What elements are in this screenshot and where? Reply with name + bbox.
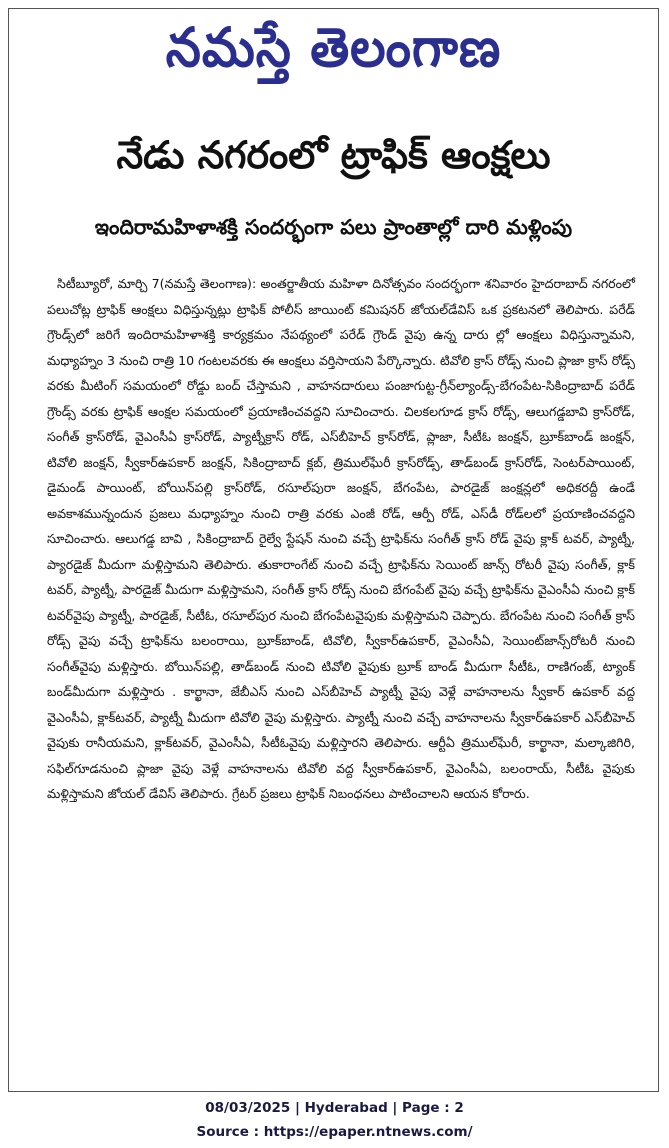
article-headline: నేడు నగరంలో ట్రాఫిక్ ఆంక్షలు — [116, 133, 551, 177]
masthead — [9, 13, 658, 95]
news-clipping — [8, 8, 659, 1092]
footer-source: Source : https://epaper.ntnews.com/ — [196, 1124, 473, 1140]
masthead-logo: నమస్తే తెలంగాణ — [165, 15, 502, 79]
footer-dateline: 08/03/2025 | Hyderabad | Page : 2 — [205, 1100, 464, 1116]
article-subheadline: ఇందిరామహిళాశక్తి సందర్భంగా పలు ప్రాంతాల్లో దారి మళ్లింపు — [94, 215, 573, 239]
article-body: సిటీబ్యూరో, మార్చి 7(నమస్తే తెలంగాణ): అంతర్జాతీయ మహిళా దినోత్సవం సందర్భంగా శనివారం హైదరాబాద్ నగరంలో పలుచోట్ల ట్రాఫిక్ ఆంక్షలు విధిస్తున్నట్లు ట్రాఫిక్ పోలీస్ జాయింట్ కమిషనర్ జోయల్‌డేవిస్ ఒక ప్రకటనలో తెలిపారు. పరేడ్ గ్రౌండ్స్‌లో జరిగే ఇందిరామహిళాశక్తి కార్యక్రమం నేపథ్యంలో పరేడ్ గ్రౌండ్ వైపు ఉన్న దారు ల్లో ఆంక్షలు విధిస్తున్నామని, మధ్యాహ్నం 3 నుంచి రాత్రి 10 గంటలవరకు ఈ ఆంక్షలు వర్తిసాయని పేర్కొన్నారు. టివోలి క్రాస్ రోడ్స్ నుంచి ప్లాజా క్రాస్ రోడ్స్ వరకు మీటింగ్ సమయంలో రోడ్డు బంద్ చేస్తామని , వాహనదారులు పంజాగుట్ట-గ్రీన్‌ల్యాండ్స్-బేగంపేట-సికింద్రాబాద్ పరేడ్ గ్రౌండ్స్ వరకు ట్రాఫిక్ ఆంక్షల సమయంలో ప్రయాణించవద్దని సూచించారు. చిలకలగూడ క్రాస్ రోడ్స్, ఆలుగడ్డబావి క్రాస్‌రోడ్, సంగీత్ క్రాస్‌రోడ్, వైఎంసీఏ క్రాస్‌రోడ్, ప్యాట్నీక్రాస్ రోడ్, ఎస్‌బీహెచ్ క్రాస్‌రోడ్, ప్లాజా, సీటీఓ జంక్షన్, బ్రూక్‌బాండ్ జంక్షన్, టివోలి జంక్షన్, స్వీకార్‌ఉపకార్ జంక్షన్, సికింద్రాబాద్ క్లబ్, త్రిముల్‌ఘేరీ క్రాస్‌రోడ్స్, తాడ్‌బండ్ క్రాస్‌రోడ్, సెంటర్‌పాయింట్, డైమండ్ పాయింట్, బోయిన్‌పల్లి క్రాస్‌రోడ్, రసూల్‌పురా జంక్షన్, బేగంపేట, పారడైజ్ జంక్షన్లలో అధికరద్దీ ఉండే అవకాశమున్నందున ప్రజలు మధ్యాహ్నం నుంచి రాత్రి వరకు ఎంజీ రోడ్, ఆర్పీ రోడ్, ఎస్‌డీ రోడ్‌లలో ప్రయాణించవద్దని సూచించారు. ఆలుగడ్డ బావి , సికింద్రాబాద్ రైల్వే స్టేషన్ నుంచి వచ్చే ట్రాఫిక్‌ను సంగీత్ క్రాస్ రోడ్ వైపు క్లాక్ టవర్, ప్యాట్నీ, ప్యారడైజ్ మీదుగా మళ్లిస్తామని తెలిపారు. తుకారాంగేట్ నుంచి వచ్చే ట్రాఫిక్‌ను సెయింట్ జాన్స్ రోటరీ వైపు సంగీత్, క్లాక్ టవర్, ప్యాట్నీ, పారడైజ్ మీదుగా మళ్లిస్తామని, సంగీత్ క్రాస్ రోడ్స్ నుంచి బేగంపేట్ వైపు వచ్చే ట్రాఫిక్‌ను వైఎంసీఏ నుంచి క్లాక్ టవర్‌వైపు ప్యాట్నీ, పారడైజ్, సీటీఓ, రసూల్‌పుర నుంచి బేగంపేటవైపుకు మళ్లిస్తామని చెప్పారు. బేగంపేట నుంచి సంగీత్ క్రాస్ రోడ్స్ వైపు వచ్చే ట్రాఫిక్‌ను బలంరాయి, బ్రూక్‌బాండ్, టివోలి, స్వీకార్‌ఉపకార్, వైఎంసీఏ, సెయింట్‌జాన్స్‌రోటరీ నుంచి సంగీత్‌వైపు మళ్లిస్తారు. బోయిన్‌పల్లి, తాడ్‌బండ్ నుంచి టివోలి వైపుకు బ్రూక్ బాండ్ మీదుగా సీటీఓ, రాణిగంజ్, ట్యాంక్ బండ్‌మీదుగా మళ్లిస్తారు . కార్ఖానా, జేబీఎస్ నుంచి ఎస్‌బీహెచ్ ప్యాట్నీ వైపు వెళ్లే వాహనాలను స్వీకార్ ఉపకార్ వద్ద వైఎంసీఏ, క్లాక్‌టవర్, ప్యాట్నీ మీదుగా టివోలి వైపు మళ్లిస్తారు. ప్యాట్నీ నుంచి వచ్చే వాహనాలను స్వీకార్‌ఉపకార్ ఎస్‌బీహెచ్ వైపుకు రానీయమని, క్లాక్‌టవర్, వైఎంసీఏ, సీటీఓవైపు మళ్లిస్తారని తెలిపారు. ఆర్టీఏ త్రిముల్‌ఘేరీ, కార్ఖానా, మల్కాజిగిరి, సఫిల్‌గూడనుంచి ప్లాజా వైపు వెళ్లే వాహనాలను టివోలి వద్ద స్వీకార్‌ఉపకార్, వైఎంసీఏ, బలంరాయ్, సీటీఓ వైపుకు మళ్లిస్తామని జోయల్ డేవిస్ తెలిపారు. గ్రేటర్ ప్రజలు ట్రాఫిక్ నిబంధనలు పాటించాలని ఆయన కోరారు. — [47, 276, 635, 801]
